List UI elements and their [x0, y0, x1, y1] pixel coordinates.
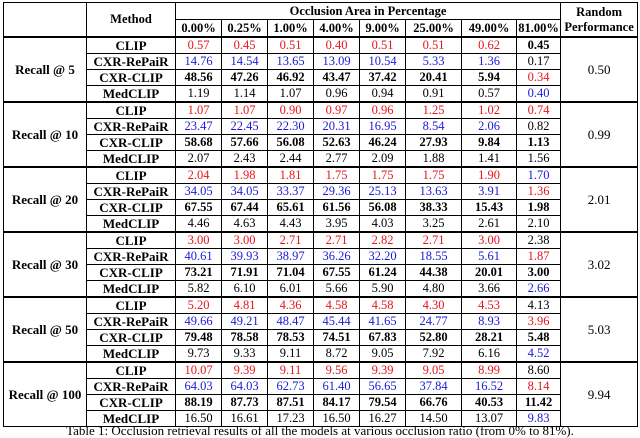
value-cell: 11.42	[517, 395, 561, 411]
occlusion-level-header: 9.00%	[360, 20, 406, 38]
value-cell: 66.76	[406, 395, 462, 411]
value-cell: 10.54	[360, 54, 406, 70]
value-cell: 4.81	[222, 297, 268, 314]
value-cell: 1.25	[406, 102, 462, 119]
model-name-cell: CXR-RePaiR	[87, 119, 176, 135]
occlusion-level-header: 81.00%	[517, 20, 561, 38]
value-cell: 16.27	[360, 411, 406, 427]
method-header: Method	[87, 3, 176, 38]
value-cell: 1.98	[222, 167, 268, 184]
value-cell: 2.07	[176, 151, 222, 168]
model-name-cell: CXR-CLIP	[87, 70, 176, 86]
value-cell: 2.06	[462, 119, 517, 135]
value-cell: 0.34	[517, 70, 561, 86]
value-cell: 4.58	[314, 297, 360, 314]
value-cell: 67.55	[314, 265, 360, 281]
value-cell: 2.71	[314, 232, 360, 249]
value-cell: 6.16	[462, 346, 517, 363]
value-cell: 24.77	[406, 314, 462, 330]
value-cell: 9.83	[517, 411, 561, 427]
empty-corner-cell	[4, 3, 87, 38]
value-cell: 0.97	[314, 102, 360, 119]
model-name-cell: CXR-CLIP	[87, 330, 176, 346]
value-cell: 47.26	[222, 70, 268, 86]
value-cell: 2.77	[314, 151, 360, 168]
table-row	[4, 265, 638, 281]
model-name-cell: CXR-RePaiR	[87, 379, 176, 395]
model-name-cell: CXR-CLIP	[87, 395, 176, 411]
value-cell: 8.72	[314, 346, 360, 363]
value-cell: 1.07	[268, 86, 314, 103]
value-cell: 5.61	[462, 249, 517, 265]
value-cell: 1.41	[462, 151, 517, 168]
table-row	[4, 346, 638, 363]
model-name-cell: MedCLIP	[87, 151, 176, 168]
value-cell: 9.11	[268, 346, 314, 363]
value-cell: 8.14	[517, 379, 561, 395]
value-cell: 87.73	[222, 395, 268, 411]
model-name-cell: CLIP	[87, 297, 176, 314]
occlusion-level-header: 0.00%	[176, 20, 222, 38]
value-cell: 61.56	[314, 200, 360, 216]
random-performance-cell: 9.94	[561, 362, 638, 427]
value-cell: 20.01	[462, 265, 517, 281]
value-cell: 56.65	[360, 379, 406, 395]
model-name-cell: CXR-CLIP	[87, 135, 176, 151]
value-cell: 74.51	[314, 330, 360, 346]
value-cell: 27.93	[406, 135, 462, 151]
model-name-cell: MedCLIP	[87, 346, 176, 363]
value-cell: 71.91	[222, 265, 268, 281]
value-cell: 9.56	[314, 362, 360, 379]
value-cell: 48.56	[176, 70, 222, 86]
value-cell: 0.91	[406, 86, 462, 103]
value-cell: 8.54	[406, 119, 462, 135]
value-cell: 9.84	[462, 135, 517, 151]
value-cell: 61.40	[314, 379, 360, 395]
value-cell: 0.74	[517, 102, 561, 119]
table-row	[4, 135, 638, 151]
table-row	[4, 184, 638, 200]
value-cell: 3.91	[462, 184, 517, 200]
value-cell: 52.63	[314, 135, 360, 151]
value-cell: 49.21	[222, 314, 268, 330]
model-name-cell: MedCLIP	[87, 411, 176, 427]
value-cell: 4.53	[462, 297, 517, 314]
value-cell: 9.39	[222, 362, 268, 379]
value-cell: 73.21	[176, 265, 222, 281]
value-cell: 7.92	[406, 346, 462, 363]
table-row	[4, 200, 638, 216]
value-cell: 48.47	[268, 314, 314, 330]
value-cell: 8.93	[462, 314, 517, 330]
model-name-cell: CXR-RePaiR	[87, 249, 176, 265]
value-cell: 9.39	[360, 362, 406, 379]
table-row	[4, 297, 638, 314]
value-cell: 4.63	[222, 216, 268, 233]
value-cell: 33.37	[268, 184, 314, 200]
value-cell: 9.05	[360, 346, 406, 363]
value-cell: 41.65	[360, 314, 406, 330]
table-row	[4, 232, 638, 249]
value-cell: 20.31	[314, 119, 360, 135]
value-cell: 16.50	[314, 411, 360, 427]
table-caption: Table 1: Occlusion retrieval results of all the models at various occlusion ratio (from 0% to 81%).	[66, 423, 574, 438]
value-cell: 88.19	[176, 395, 222, 411]
value-cell: 67.55	[176, 200, 222, 216]
value-cell: 3.25	[406, 216, 462, 233]
table-row	[4, 281, 638, 298]
value-cell: 0.40	[517, 86, 561, 103]
value-cell: 0.17	[517, 54, 561, 70]
model-name-cell: CXR-CLIP	[87, 200, 176, 216]
value-cell: 58.68	[176, 135, 222, 151]
value-cell: 36.26	[314, 249, 360, 265]
value-cell: 0.90	[268, 102, 314, 119]
value-cell: 4.43	[268, 216, 314, 233]
value-cell: 14.76	[176, 54, 222, 70]
value-cell: 9.73	[176, 346, 222, 363]
value-cell: 0.51	[360, 37, 406, 54]
value-cell: 62.73	[268, 379, 314, 395]
table-row	[4, 379, 638, 395]
value-cell: 10.07	[176, 362, 222, 379]
value-cell: 1.87	[517, 249, 561, 265]
value-cell: 1.98	[517, 200, 561, 216]
table-row	[4, 330, 638, 346]
value-cell: 3.00	[462, 232, 517, 249]
table-row	[4, 151, 638, 168]
value-cell: 5.82	[176, 281, 222, 298]
value-cell: 0.57	[462, 86, 517, 103]
value-cell: 4.36	[268, 297, 314, 314]
value-cell: 3.00	[176, 232, 222, 249]
value-cell: 57.66	[222, 135, 268, 151]
value-cell: 5.33	[406, 54, 462, 70]
value-cell: 52.80	[406, 330, 462, 346]
value-cell: 34.05	[176, 184, 222, 200]
value-cell: 14.54	[222, 54, 268, 70]
value-cell: 61.24	[360, 265, 406, 281]
value-cell: 0.82	[517, 119, 561, 135]
value-cell: 0.96	[314, 86, 360, 103]
value-cell: 40.53	[462, 395, 517, 411]
model-name-cell: CLIP	[87, 102, 176, 119]
value-cell: 38.33	[406, 200, 462, 216]
value-cell: 2.44	[268, 151, 314, 168]
value-cell: 5.20	[176, 297, 222, 314]
random-performance-cell: 3.02	[561, 232, 638, 297]
random-performance-cell: 5.03	[561, 297, 638, 362]
value-cell: 64.03	[176, 379, 222, 395]
value-cell: 20.41	[406, 70, 462, 86]
value-cell: 6.10	[222, 281, 268, 298]
model-name-cell: CLIP	[87, 362, 176, 379]
value-cell: 13.63	[406, 184, 462, 200]
results-table	[3, 2, 638, 427]
value-cell: 15.43	[462, 200, 517, 216]
value-cell: 39.93	[222, 249, 268, 265]
random-header	[561, 3, 638, 38]
value-cell: 1.75	[314, 167, 360, 184]
value-cell: 5.48	[517, 330, 561, 346]
occlusion-level-header: 49.00%	[462, 20, 517, 38]
model-name-cell: CLIP	[87, 37, 176, 54]
value-cell: 67.44	[222, 200, 268, 216]
value-cell: 56.08	[268, 135, 314, 151]
value-cell: 0.51	[268, 37, 314, 54]
table-row	[4, 362, 638, 379]
value-cell: 2.04	[176, 167, 222, 184]
value-cell: 3.00	[517, 265, 561, 281]
value-cell: 37.42	[360, 70, 406, 86]
value-cell: 46.24	[360, 135, 406, 151]
model-name-cell: CXR-CLIP	[87, 265, 176, 281]
value-cell: 1.75	[406, 167, 462, 184]
value-cell: 46.92	[268, 70, 314, 86]
random-header-line1: Random	[576, 5, 622, 20]
value-cell: 1.88	[406, 151, 462, 168]
value-cell: 4.30	[406, 297, 462, 314]
value-cell: 0.57	[176, 37, 222, 54]
value-cell: 44.38	[406, 265, 462, 281]
value-cell: 1.07	[176, 102, 222, 119]
value-cell: 2.71	[268, 232, 314, 249]
value-cell: 22.30	[268, 119, 314, 135]
random-performance-cell: 2.01	[561, 167, 638, 232]
value-cell: 0.40	[314, 37, 360, 54]
value-cell: 16.52	[462, 379, 517, 395]
value-cell: 6.01	[268, 281, 314, 298]
random-performance-cell: 0.99	[561, 102, 638, 167]
value-cell: 5.94	[462, 70, 517, 86]
value-cell: 1.14	[222, 86, 268, 103]
value-cell: 16.61	[222, 411, 268, 427]
value-cell: 28.21	[462, 330, 517, 346]
value-cell: 16.50	[176, 411, 222, 427]
value-cell: 17.23	[268, 411, 314, 427]
value-cell: 2.82	[360, 232, 406, 249]
value-cell: 1.19	[176, 86, 222, 103]
value-cell: 8.60	[517, 362, 561, 379]
value-cell: 2.61	[462, 216, 517, 233]
value-cell: 56.08	[360, 200, 406, 216]
value-cell: 65.61	[268, 200, 314, 216]
value-cell: 34.05	[222, 184, 268, 200]
value-cell: 13.09	[314, 54, 360, 70]
value-cell: 2.71	[406, 232, 462, 249]
model-name-cell: CLIP	[87, 167, 176, 184]
value-cell: 87.51	[268, 395, 314, 411]
value-cell: 67.83	[360, 330, 406, 346]
value-cell: 38.97	[268, 249, 314, 265]
value-cell: 45.44	[314, 314, 360, 330]
recall-group-label: Recall @ 30	[4, 232, 87, 297]
model-name-cell: MedCLIP	[87, 281, 176, 298]
value-cell: 2.66	[517, 281, 561, 298]
value-cell: 40.61	[176, 249, 222, 265]
value-cell: 29.36	[314, 184, 360, 200]
occlusion-group-header: Occlusion Area in Percentage	[176, 3, 561, 20]
table-row	[4, 249, 638, 265]
value-cell: 3.95	[314, 216, 360, 233]
value-cell: 1.02	[462, 102, 517, 119]
recall-group-label: Recall @ 50	[4, 297, 87, 362]
value-cell: 49.66	[176, 314, 222, 330]
value-cell: 1.13	[517, 135, 561, 151]
recall-group-label: Recall @ 100	[4, 362, 87, 427]
value-cell: 1.90	[462, 167, 517, 184]
value-cell: 1.70	[517, 167, 561, 184]
value-cell: 8.99	[462, 362, 517, 379]
value-cell: 0.94	[360, 86, 406, 103]
value-cell: 79.48	[176, 330, 222, 346]
value-cell: 3.96	[517, 314, 561, 330]
value-cell: 16.95	[360, 119, 406, 135]
value-cell: 0.62	[462, 37, 517, 54]
table-container	[3, 2, 637, 427]
value-cell: 0.96	[360, 102, 406, 119]
value-cell: 1.75	[360, 167, 406, 184]
table-row	[4, 395, 638, 411]
value-cell: 1.36	[517, 184, 561, 200]
table-row	[4, 167, 638, 184]
occlusion-level-header: 0.25%	[222, 20, 268, 38]
value-cell: 0.51	[406, 37, 462, 54]
value-cell: 2.10	[517, 216, 561, 233]
value-cell: 78.53	[268, 330, 314, 346]
model-name-cell: CXR-RePaiR	[87, 54, 176, 70]
table-row	[4, 54, 638, 70]
value-cell: 4.03	[360, 216, 406, 233]
value-cell: 4.58	[360, 297, 406, 314]
value-cell: 1.36	[462, 54, 517, 70]
value-cell: 1.56	[517, 151, 561, 168]
table-row	[4, 216, 638, 233]
recall-group-label: Recall @ 20	[4, 167, 87, 232]
table-row	[4, 314, 638, 330]
value-cell: 2.38	[517, 232, 561, 249]
value-cell: 4.46	[176, 216, 222, 233]
value-cell: 79.54	[360, 395, 406, 411]
value-cell: 4.52	[517, 346, 561, 363]
value-cell: 9.05	[406, 362, 462, 379]
value-cell: 78.58	[222, 330, 268, 346]
value-cell: 14.50	[406, 411, 462, 427]
value-cell: 84.17	[314, 395, 360, 411]
value-cell: 5.66	[314, 281, 360, 298]
value-cell: 1.81	[268, 167, 314, 184]
table-row	[4, 119, 638, 135]
value-cell: 2.09	[360, 151, 406, 168]
recall-group-label: Recall @ 5	[4, 37, 87, 102]
value-cell: 4.13	[517, 297, 561, 314]
value-cell: 32.20	[360, 249, 406, 265]
value-cell: 71.04	[268, 265, 314, 281]
value-cell: 9.11	[268, 362, 314, 379]
value-cell: 25.13	[360, 184, 406, 200]
value-cell: 64.03	[222, 379, 268, 395]
model-name-cell: CXR-RePaiR	[87, 314, 176, 330]
value-cell: 2.43	[222, 151, 268, 168]
value-cell: 13.65	[268, 54, 314, 70]
value-cell: 22.45	[222, 119, 268, 135]
value-cell: 23.47	[176, 119, 222, 135]
occlusion-level-header: 4.00%	[314, 20, 360, 38]
model-name-cell: MedCLIP	[87, 216, 176, 233]
value-cell: 5.90	[360, 281, 406, 298]
random-performance-cell: 0.50	[561, 37, 638, 102]
table-row	[4, 37, 638, 54]
value-cell: 43.47	[314, 70, 360, 86]
table-row	[4, 86, 638, 103]
value-cell: 0.45	[222, 37, 268, 54]
table-row	[4, 70, 638, 86]
table-row	[4, 102, 638, 119]
value-cell: 3.66	[462, 281, 517, 298]
model-name-cell: CLIP	[87, 232, 176, 249]
model-name-cell: CXR-RePaiR	[87, 184, 176, 200]
value-cell: 9.33	[222, 346, 268, 363]
occlusion-level-header: 25.00%	[406, 20, 462, 38]
value-cell: 1.07	[222, 102, 268, 119]
value-cell: 4.80	[406, 281, 462, 298]
recall-group-label: Recall @ 10	[4, 102, 87, 167]
value-cell: 37.84	[406, 379, 462, 395]
value-cell: 13.07	[462, 411, 517, 427]
value-cell: 0.45	[517, 37, 561, 54]
value-cell: 18.55	[406, 249, 462, 265]
value-cell: 3.00	[222, 232, 268, 249]
occlusion-level-header: 1.00%	[268, 20, 314, 38]
random-header-line2: Performance	[564, 19, 634, 34]
model-name-cell: MedCLIP	[87, 86, 176, 103]
